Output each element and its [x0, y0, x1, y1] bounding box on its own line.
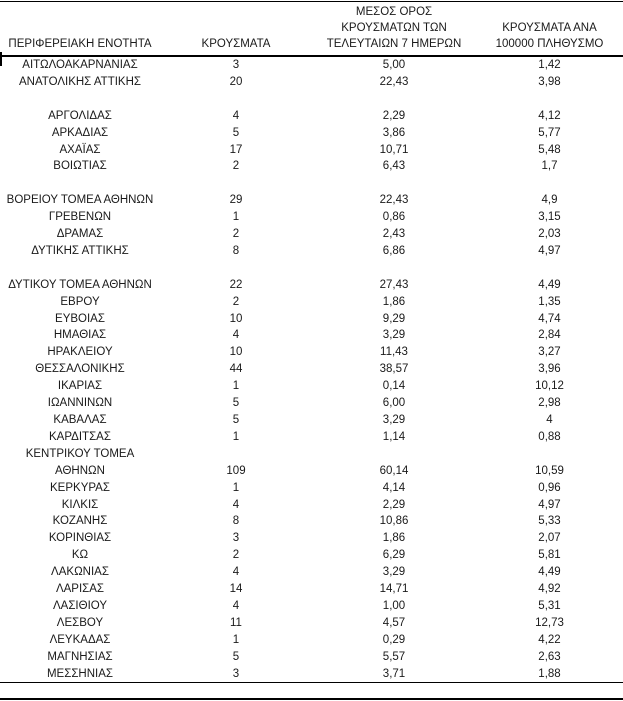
region-name-cell: ΑΡΚΑΔΙΑΣ [51, 126, 109, 139]
per100k-cell: 4,92 [538, 583, 561, 596]
avg7-cell: 0,14 [382, 380, 406, 393]
per100k-cell: 4,9 [541, 194, 558, 207]
per100k-cell: 4,97 [538, 244, 561, 257]
cases-cell: 29 [229, 194, 243, 207]
header-cases-label: ΚΡΟΥΣΜΑΤΑ [201, 38, 271, 50]
region-name-cell: ΕΥΒΟΙΑΣ [55, 312, 105, 325]
cases-cell: 3 [232, 59, 240, 71]
per100k-cell: 4,49 [538, 566, 561, 579]
region-name-cell: ΜΕΣΣΗΝΙΑΣ [0, 666, 160, 683]
per100k-cell: 4,22 [538, 633, 561, 646]
region-name-cell: ΙΚΑΡΙΑΣ [57, 380, 103, 393]
per100k-cell [476, 91, 623, 108]
per100k-cell: 4,12 [538, 109, 561, 122]
per100k-cell: 5,81 [538, 549, 561, 562]
region-name-cell: ΚΟΖΑΝΗΣ [52, 515, 108, 528]
table-row [0, 446, 623, 480]
table-row [0, 649, 623, 666]
avg7-cell: 4,14 [382, 481, 406, 494]
cases-cell: 5 [232, 413, 240, 426]
table-row [0, 209, 623, 226]
table-row [0, 192, 623, 209]
cases-cell: 5 [232, 397, 240, 410]
avg7-cell: 10,71 [379, 143, 409, 156]
region-name-cell: ΒΟΙΩΤΙΑΣ [53, 160, 107, 173]
table-row [0, 108, 623, 125]
per100k-cell [476, 175, 623, 192]
region-name-cell: ΚΑΒΑΛΑΣ [53, 413, 107, 426]
avg7-cell: 6,86 [382, 244, 406, 257]
per100k-cell: 1,7 [541, 160, 558, 173]
table-body [0, 56, 623, 683]
cases-cell: 2 [232, 549, 240, 562]
table-row [0, 142, 623, 159]
per100k-cell: 2,63 [538, 650, 561, 663]
region-name-cell: ΔΡΑΜΑΣ [56, 228, 104, 241]
region-name-cell: ΑΝΑΤΟΛΙΚΗΣ ΑΤΤΙΚΗΣ [18, 75, 141, 88]
avg7-cell: 11,43 [380, 346, 408, 359]
per100k-cell: 4 [546, 413, 553, 426]
header-regional-unit-label: ΠΕΡΙΦΕΡΕΙΑΚΗ ΕΝΟΤΗΤΑ [8, 38, 152, 50]
avg7-cell: 0,86 [382, 211, 406, 224]
avg7-cell: 22,43 [379, 75, 409, 88]
avg7-cell: 6,29 [382, 549, 406, 562]
avg7-cell [312, 260, 476, 277]
region-name-cell: ΚΑΡΔΙΤΣΑΣ [49, 430, 111, 443]
region-name-cell: ΗΡΑΚΛΕΙΟΥ [47, 346, 113, 359]
region-name-cell: ΛΕΥΚΑΔΑΣ [49, 633, 111, 646]
table-row [0, 158, 623, 175]
table-header [0, 2, 623, 57]
table-row-spacer [0, 260, 623, 277]
per100k-cell: 3,27 [538, 346, 561, 359]
table-row [0, 530, 623, 547]
cases-cell [160, 260, 312, 277]
avg7-cell: 14,71 [379, 583, 409, 596]
region-name-cell: ΚΕΡΚΥΡΑΣ [50, 481, 110, 494]
table-row [0, 327, 623, 344]
table-row [0, 666, 623, 683]
cases-cell: 2 [232, 228, 240, 241]
region-name-cell: ΔΥΤΙΚΗΣ ΑΤΤΙΚΗΣ [31, 244, 129, 257]
region-name-cell: ΕΒΡΟΥ [60, 295, 100, 308]
bottom-border-line [0, 698, 623, 700]
per100k-cell: 2,07 [538, 532, 561, 545]
header-cases [160, 2, 312, 57]
region-name-cell: ΓΡΕΒΕΝΩΝ [48, 211, 112, 224]
region-name-cell: ΛΑΡΙΣΑΣ [55, 583, 105, 596]
table-row [0, 581, 623, 598]
table-row [0, 513, 623, 530]
cases-cell: 1 [232, 430, 240, 443]
cases-cell: 4 [232, 599, 240, 612]
avg7-cell: 3,86 [382, 126, 406, 139]
region-name-cell: ΛΕΣΒΟΥ [56, 616, 104, 629]
cases-cell: 3 [232, 532, 240, 545]
cases-cell: 11 [230, 616, 242, 629]
left-edge-border-tick [0, 52, 2, 66]
avg7-cell: 3,29 [382, 329, 406, 342]
cases-cell: 1 [232, 211, 240, 224]
header-regional-unit [0, 2, 160, 57]
header-avg-7day [312, 2, 476, 57]
cases-cell: 2 [232, 160, 240, 173]
table-row [0, 361, 623, 378]
per100k-cell: 5,48 [538, 143, 561, 156]
region-name-cell: ΑΙΤΩΛΟΑΚΑΡΝΑΝΙΑΣ [22, 59, 138, 71]
avg7-cell: 1,86 [382, 295, 406, 308]
avg7-cell: 1,14 [382, 430, 406, 443]
region-name-cell: ΗΜΑΘΙΑΣ [53, 329, 107, 342]
cases-cell: 8 [232, 244, 240, 257]
table-row [0, 125, 623, 142]
avg7-cell [312, 91, 476, 108]
region-name-cell: ΚΟΡΙΝΘΙΑΣ [48, 532, 112, 545]
cases-cell: 1 [232, 633, 240, 646]
per100k-cell: 4,74 [538, 312, 561, 325]
cases-cell: 4 [232, 329, 240, 342]
avg7-cell: 60,14 [379, 464, 409, 477]
region-name-cell: ΚΩ [71, 549, 89, 562]
header-avg-7day-line1: ΜΕΣΟΣ ΟΡΟΣ [355, 6, 433, 18]
avg7-cell: 5,00 [382, 59, 406, 71]
per100k-cell: 1,42 [538, 59, 561, 71]
per100k-cell: 2,98 [538, 397, 561, 410]
table-row [0, 294, 623, 311]
avg7-cell: 0,29 [382, 633, 406, 646]
cases-cell: 4 [232, 498, 240, 511]
per100k-cell: 3,15 [538, 211, 561, 224]
table-row-spacer [0, 175, 623, 192]
region-name-cell: ΚΙΛΚΙΣ [61, 498, 99, 511]
per100k-cell: 4,97 [538, 498, 561, 511]
table-row [0, 277, 623, 294]
region-name-cell: ΘΕΣΣΑΛΟΝΙΚΗΣ [35, 363, 125, 376]
region-name-cell: ΛΑΣΙΘΙΟΥ [52, 599, 108, 612]
per100k-cell: 12,73 [535, 616, 564, 629]
table-row [0, 344, 623, 361]
cases-cell [160, 91, 312, 108]
avg7-cell: 1,86 [382, 532, 406, 545]
region-name-cell [0, 175, 160, 192]
region-name-cell: ΑΡΓΟΛΙΔΑΣ [48, 109, 112, 122]
header-avg-7day-line3: ΤΕΛΕΥΤΑΙΩΝ 7 ΗΜΕΡΩΝ [326, 38, 462, 50]
per100k-cell: 5,77 [538, 126, 561, 139]
cases-cell: 5 [232, 126, 240, 139]
per100k-cell: 3,96 [538, 363, 561, 376]
cases-cell: 44 [229, 363, 243, 376]
avg7-cell: 10,86 [379, 515, 409, 528]
cases-cell: 20 [229, 75, 243, 88]
per100k-cell: 0,96 [538, 481, 561, 494]
table-row [0, 74, 623, 91]
avg7-cell: 6,43 [382, 160, 406, 173]
per100k-cell: 1,88 [476, 666, 623, 683]
avg7-cell: 2,43 [382, 228, 406, 241]
cases-cell: 17 [229, 143, 243, 156]
per100k-cell: 2,84 [538, 329, 561, 342]
avg7-cell: 5,57 [382, 650, 406, 663]
cases-cell: 1 [232, 481, 240, 494]
per100k-cell: 5,33 [538, 515, 561, 528]
table-row [0, 56, 623, 74]
region-name-cell: ΒΟΡΕΙΟΥ ΤΟΜΕΑ ΑΘΗΝΩΝ [6, 194, 154, 207]
header-per-100k-line2: 100000 ΠΛΗΘΥΣΜΟ [495, 38, 604, 50]
per100k-cell: 0,88 [538, 430, 561, 443]
table-row [0, 226, 623, 243]
region-name-cell: ΙΩΑΝΝΙΝΩΝ [47, 397, 113, 410]
table-row [0, 564, 623, 581]
header-per-100k [476, 2, 623, 57]
cases-cell: 4 [232, 109, 240, 122]
cases-cell: 8 [232, 515, 240, 528]
per100k-cell: 10,59 [535, 464, 564, 477]
per100k-cell: 10,12 [535, 380, 564, 393]
avg7-cell: 2,29 [382, 498, 406, 511]
per100k-cell: 5,31 [538, 599, 561, 612]
cases-cell [160, 175, 312, 192]
avg7-cell: 9,29 [382, 312, 406, 325]
avg7-cell [312, 175, 476, 192]
table-row-spacer [0, 91, 623, 108]
avg7-cell: 3,29 [382, 566, 406, 579]
per100k-cell: 3,98 [538, 75, 561, 88]
table-row [0, 632, 623, 649]
per100k-cell: 4,49 [538, 278, 561, 291]
region-name-cell: ΑΧΑΪΑΣ [59, 143, 101, 156]
table-row [0, 598, 623, 615]
avg7-cell: 2,29 [382, 109, 406, 122]
table-row [0, 615, 623, 632]
cases-cell: 10 [229, 312, 243, 325]
cases-cell: 14 [229, 583, 243, 596]
avg7-cell: 1,00 [382, 599, 406, 612]
table-row [0, 497, 623, 514]
table-row [0, 378, 623, 395]
region-name-cell [0, 91, 160, 108]
per100k-cell: 1,35 [538, 295, 561, 308]
per100k-cell: 2,03 [538, 228, 561, 241]
cases-cell: 5 [232, 650, 240, 663]
cases-cell: 1 [232, 380, 240, 393]
cases-cell: 10 [229, 346, 243, 359]
region-name-cell: ΜΑΓΝΗΣΙΑΣ [47, 650, 113, 663]
table-header-row [0, 2, 623, 57]
avg7-cell: 22,43 [379, 194, 409, 207]
table-row [0, 429, 623, 446]
avg7-cell: 38,57 [379, 363, 409, 376]
cases-cell: 109 [226, 464, 246, 477]
header-avg-7day-line2: ΚΡΟΥΣΜΑΤΩΝ ΤΩΝ [341, 22, 447, 34]
cases-cell: 2 [232, 295, 240, 308]
header-per-100k-line1: ΚΡΟΥΣΜΑΤΑ ΑΝΑ [502, 22, 597, 34]
table-row [0, 480, 623, 497]
region-name-cell: ΛΑΚΩΝΙΑΣ [51, 566, 109, 579]
cases-cell: 4 [232, 566, 240, 579]
avg7-cell: 6,00 [382, 397, 406, 410]
cases-cell: 22 [229, 278, 243, 291]
per100k-cell [476, 260, 623, 277]
avg7-cell: 3,29 [382, 413, 406, 426]
avg7-cell: 3,71 [312, 666, 476, 683]
avg7-cell: 27,43 [379, 278, 409, 291]
region-name-cell: ΚΕΝΤΡΙΚΟΥ ΤΟΜΕΑ ΑΘΗΝΩΝ [25, 447, 135, 477]
avg7-cell: 4,57 [382, 616, 406, 629]
table-row [0, 243, 623, 260]
region-name-cell [0, 260, 160, 277]
table-row [0, 311, 623, 328]
table-row [0, 412, 623, 429]
region-name-cell: ΔΥΤΙΚΟΥ ΤΟΜΕΑ ΑΘΗΝΩΝ [8, 278, 152, 291]
cases-cell: 3 [160, 666, 312, 683]
table-row [0, 395, 623, 412]
table-row [0, 547, 623, 564]
regional-cases-table [0, 1, 623, 683]
